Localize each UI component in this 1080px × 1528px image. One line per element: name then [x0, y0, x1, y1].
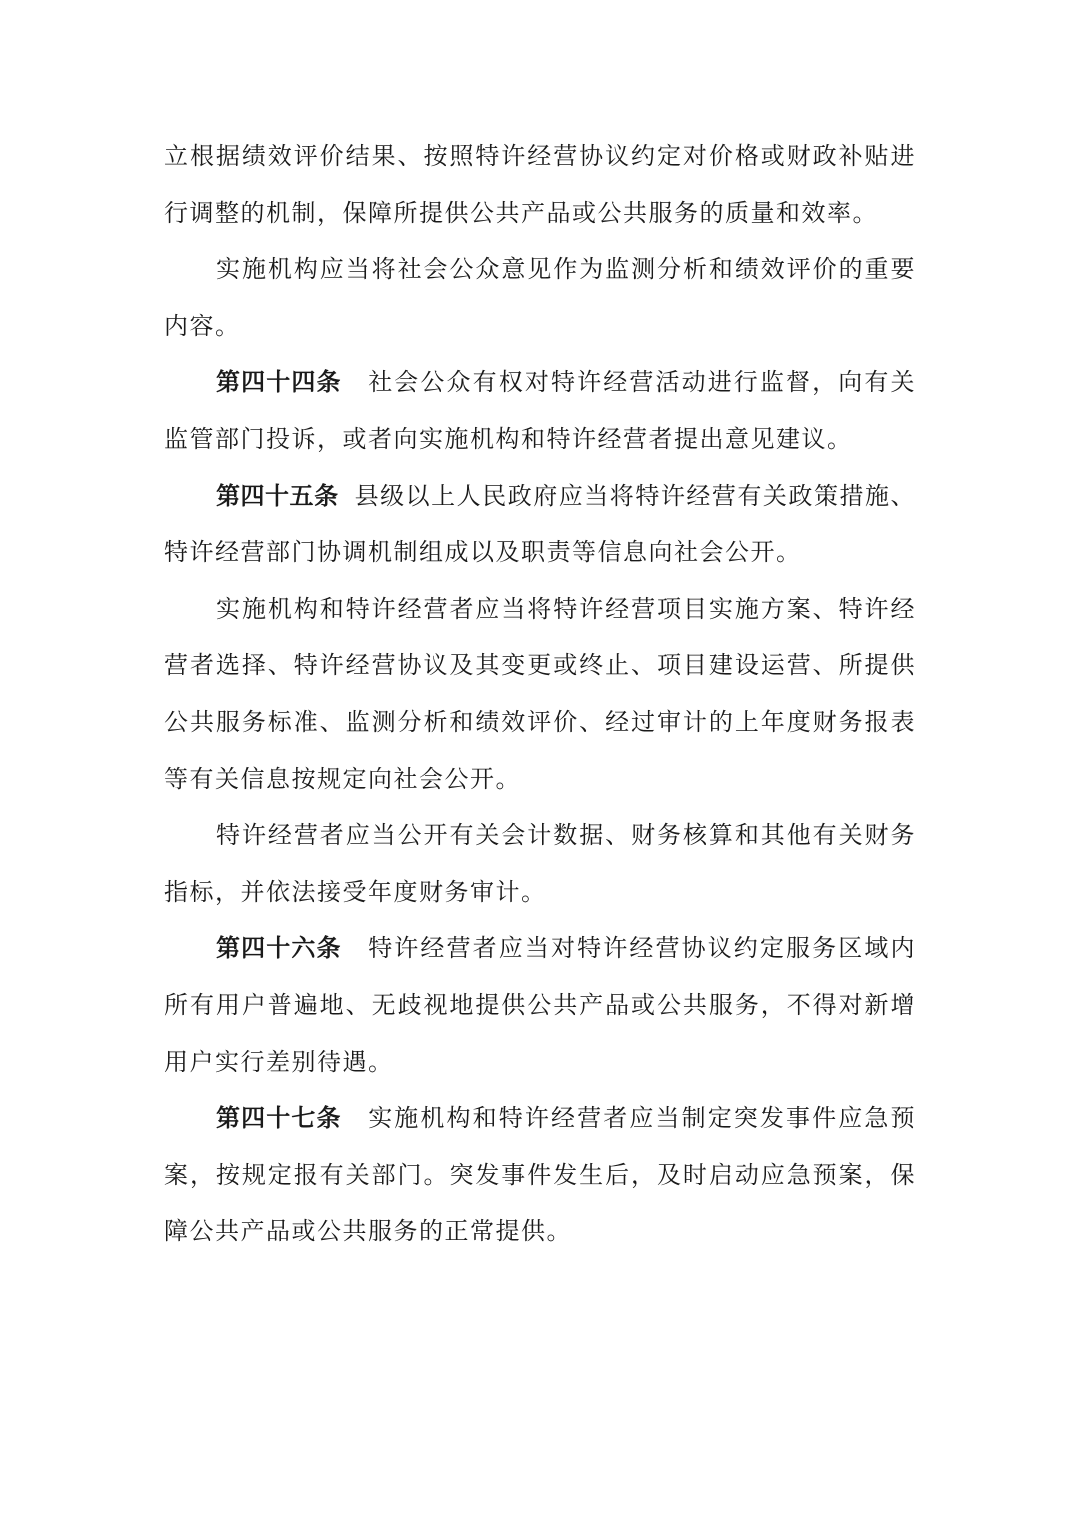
document-body: [164, 128, 916, 1260]
paragraph-text: 实施机构应当将社会公众意见作为监测分析和绩效评价的重要内容。: [164, 255, 916, 340]
paragraph-text: 实施机构和特许经营者应当将特许经营项目实施方案、特许经营者选择、特许经营协议及其变更或终止、项目建设运营、所提供公共服务标准、监测分析和绩效评价、经过审计的上年度财务报表等有关信息按规定向社会公开。: [164, 594, 916, 793]
paragraph-text: 实施机构和特许经营者应当制定突发事件应急预案，按规定报有关部门。突发事件发生后，及时启动应急预案，保障公共产品或公共服务的正常提供。: [164, 1104, 916, 1246]
paragraph-text: 县级以上人民政府应当将特许经营有关政策措施、特许经营部门协调机制组成以及职责等信息向社会公开。: [164, 481, 916, 567]
paragraph-public-opinion: [164, 241, 916, 354]
article-number: 第四十五条: [216, 481, 339, 510]
paragraph-continuation: [164, 128, 916, 241]
article-44: [164, 354, 916, 467]
paragraph-text: 特许经营者应当公开有关会计数据、财务核算和其他有关财务指标，并依法接受年度财务审计。: [164, 821, 916, 906]
article-47: [164, 1090, 916, 1260]
article-number: 第四十六条: [216, 934, 342, 963]
article-number: 第四十四条: [216, 368, 342, 397]
paragraph-text: 特许经营者应当对特许经营协议约定服务区域内所有用户普遍地、无歧视地提供公共产品或公共服务，不得对新增用户实行差别待遇。: [164, 934, 916, 1076]
paragraph-accounting: [164, 807, 916, 920]
article-45: [164, 468, 916, 581]
article-46: [164, 920, 916, 1090]
article-number: 第四十七条: [216, 1104, 342, 1133]
paragraph-disclosure: [164, 581, 916, 807]
paragraph-text: 立根据绩效评价结果、按照特许经营协议约定对价格或财政补贴进行调整的机制，保障所提供公共产品或公共服务的质量和效率。: [164, 142, 916, 227]
paragraph-text: 社会公众有权对特许经营活动进行监督，向有关监管部门投诉，或者向实施机构和特许经营者提出意见建议。: [164, 368, 916, 453]
